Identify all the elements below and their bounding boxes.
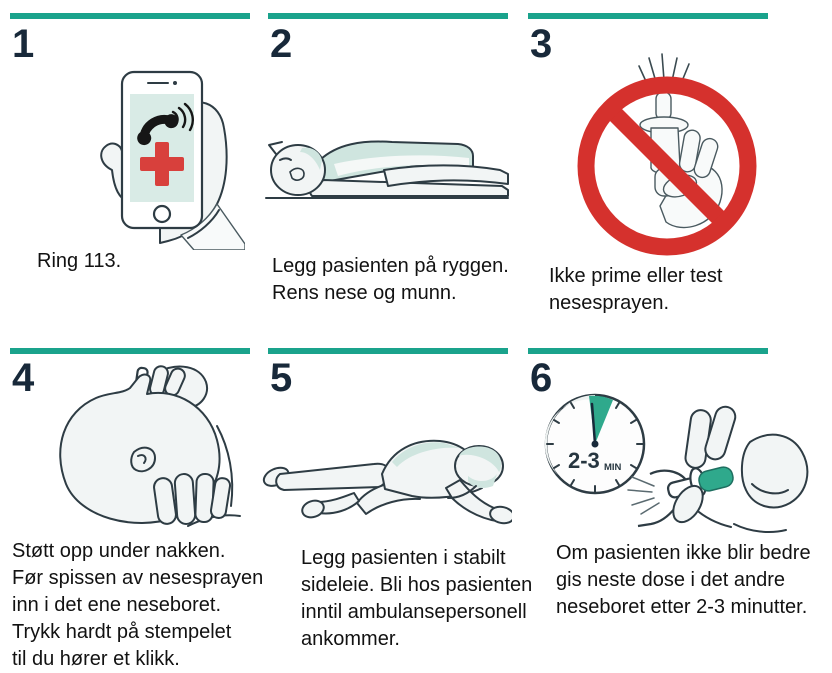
step-6-number: 6 — [530, 356, 553, 400]
step-4-divider-bar — [10, 348, 250, 354]
repeat-dose-after-2-3-min-icon — [538, 382, 826, 542]
no-priming-prohibition-icon — [560, 46, 772, 266]
caption-line: Ikke prime eller test — [549, 265, 723, 287]
clock-label: 2-3 — [568, 448, 600, 473]
caption-line: Støtt opp under nakken. — [12, 540, 226, 562]
caption-line: Om pasienten ikke blir bedre — [556, 542, 811, 564]
step-6-caption — [556, 540, 811, 621]
step-5-number: 5 — [270, 356, 293, 400]
step-2-number: 2 — [270, 22, 293, 66]
step-1-number: 1 — [12, 22, 35, 66]
caption-line: inn i det ene neseboret. — [12, 594, 222, 616]
step-1-caption — [37, 248, 121, 275]
step-2-divider-bar — [268, 13, 508, 19]
recovery-position-icon — [262, 402, 512, 526]
spray-into-nose-illustration — [628, 404, 807, 532]
caption-line: Legg pasienten på ryggen. — [272, 255, 509, 277]
support-neck-insert-spray-icon — [38, 364, 243, 536]
step-3-divider-bar — [528, 13, 768, 19]
clock-unit-label: MIN — [604, 462, 622, 473]
phone-call-113-icon — [60, 52, 245, 250]
caption-line: Ring 113. — [37, 250, 122, 272]
patient-on-back-icon — [262, 100, 512, 212]
caption-line: inntil ambulansepersonell — [301, 601, 527, 623]
caption-line: gis neste dose i det andre — [556, 569, 786, 591]
step-3-caption — [549, 263, 722, 317]
caption-line: Legg pasienten i stabilt — [301, 547, 506, 569]
step-3-number: 3 — [530, 22, 553, 66]
caption-line: neseboret etter 2-3 minutter. — [556, 596, 808, 618]
caption-line: til du hører et klikk. — [12, 648, 180, 670]
caption-line: ankommer. — [301, 628, 400, 650]
step-1-divider-bar — [10, 13, 250, 19]
step-4-number: 4 — [12, 356, 35, 400]
caption-line: nesesprayen. — [549, 292, 670, 314]
step-6-divider-bar — [528, 348, 768, 354]
step-2-caption — [272, 253, 509, 307]
timer-clock-icon — [545, 395, 644, 493]
caption-line: Før spissen av nesesprayen — [12, 567, 264, 589]
step-5-caption — [301, 545, 532, 653]
caption-line: sideleie. Bli hos pasienten — [301, 574, 533, 596]
caption-line: Trykk hardt på stempelet — [12, 621, 232, 643]
step-4-caption — [12, 538, 263, 673]
step-5-divider-bar — [268, 348, 508, 354]
caption-line: Rens nese og munn. — [272, 282, 457, 304]
